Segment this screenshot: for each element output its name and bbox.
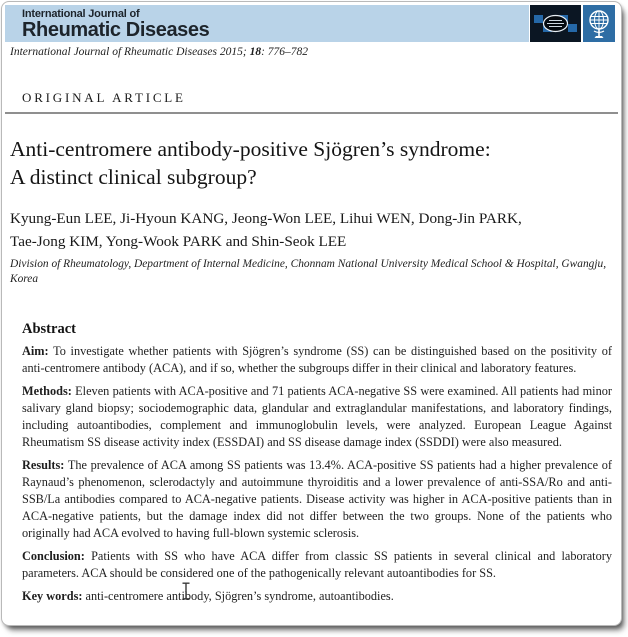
article-title-line1: Anti-centromere antibody-positive Sjögren’s syndrome: bbox=[10, 137, 491, 161]
abstract-keywords-label: Key words: bbox=[22, 589, 83, 603]
abstract-conclusion-text: Patients with SS who have ACA differ from classic SS patients in several clinical and laboratory parameters. ACA should be considered one of the pathogenically relevant autoantibodies for SS. bbox=[22, 549, 612, 580]
citation-year: 2015; bbox=[216, 46, 250, 58]
globe-icon bbox=[583, 5, 615, 42]
citation-journal: International Journal of Rheumatic Diseases bbox=[10, 46, 217, 58]
citation-line bbox=[10, 46, 308, 58]
abstract-methods bbox=[22, 383, 612, 451]
abstract-results-text: The prevalence of ACA among SS patients was 13.4%. ACA-positive SS patients had a higher prevalence of Raynaud’s phenomenon, sclerodactyly and autoimmune thyroiditis and a lower prevalence of anti-SSA/Ro and anti-SSB/La antibodies compared to ACA-negative patients. Disease activity was higher in ACA-positive patients than in ACA-negative patients, but the damage index did not differ between the two groups. None of the patients who originally had ACA evolved to having full-blown systemic sclerosis. bbox=[22, 458, 612, 540]
abstract-heading: Abstract bbox=[22, 321, 76, 337]
abstract-methods-text: Eleven patients with ACA-positive and 71 patients ACA-negative SS were examined. All patients had minor salivary gland biopsy; sociodemographic data, glandular and extraglandular manifestations, and laboratory findings, including autoantibodies, complement and immunoglobulin levels, were analyzed. European League Against Rheumatism SS disease activity index (ESSDAI) and SS disease damage index (SSDDI) were also measured. bbox=[22, 384, 612, 449]
author-list-line2: Tae-Jong KIM, Yong-Wook PARK and Shin-Seok LEE bbox=[10, 232, 347, 250]
text-ibeam-cursor bbox=[181, 582, 191, 600]
abstract-aim bbox=[22, 343, 612, 377]
abstract-aim-label: Aim: bbox=[22, 344, 49, 358]
author-list-line1: Kyung-Eun LEE, Ji-Hyoun KANG, Jeong-Won LEE, Lihui WEN, Dong-Jin PARK, bbox=[10, 210, 522, 227]
journal-page bbox=[1, 1, 622, 626]
abstract-keywords bbox=[22, 588, 612, 605]
journal-name-large: Rheumatic Diseases bbox=[22, 19, 210, 41]
journal-masthead bbox=[5, 5, 529, 42]
abstract-conclusion-label: Conclusion: bbox=[22, 549, 85, 563]
abstract-keywords-text: anti-centromere antibody, Sjögren’s syndrome, autoantibodies. bbox=[82, 589, 394, 603]
abstract-methods-label: Methods: bbox=[22, 384, 72, 398]
abstract-conclusion bbox=[22, 548, 612, 582]
affiliation: Division of Rheumatology, Department of Internal Medicine, Chonnam National University Medical School & Hospital, Gwangju, Korea bbox=[10, 258, 607, 285]
article-title bbox=[10, 135, 616, 191]
article-type-label: ORIGINAL ARTICLE bbox=[22, 90, 186, 105]
author-list bbox=[10, 208, 616, 253]
abstract-aim-text: To investigate whether patients with Sjögren’s syndrome (SS) can be distinguished based on the positivity of anti-centromere antibody (ACA), and if so, whether the subgroups differ in their clinical and laboratory features. bbox=[22, 344, 612, 375]
article-title-line2: A distinct clinical subgroup? bbox=[10, 165, 257, 189]
journal-name-small: International Journal of bbox=[22, 8, 140, 20]
abstract-results bbox=[22, 457, 612, 542]
header-divider bbox=[5, 112, 618, 114]
abstract-section bbox=[22, 321, 612, 611]
abstract-results-label: Results: bbox=[22, 458, 65, 472]
citation-pages: : 776–782 bbox=[261, 46, 309, 58]
citation-volume: 18 bbox=[249, 46, 262, 58]
aplar-emblem-icon bbox=[530, 5, 581, 42]
